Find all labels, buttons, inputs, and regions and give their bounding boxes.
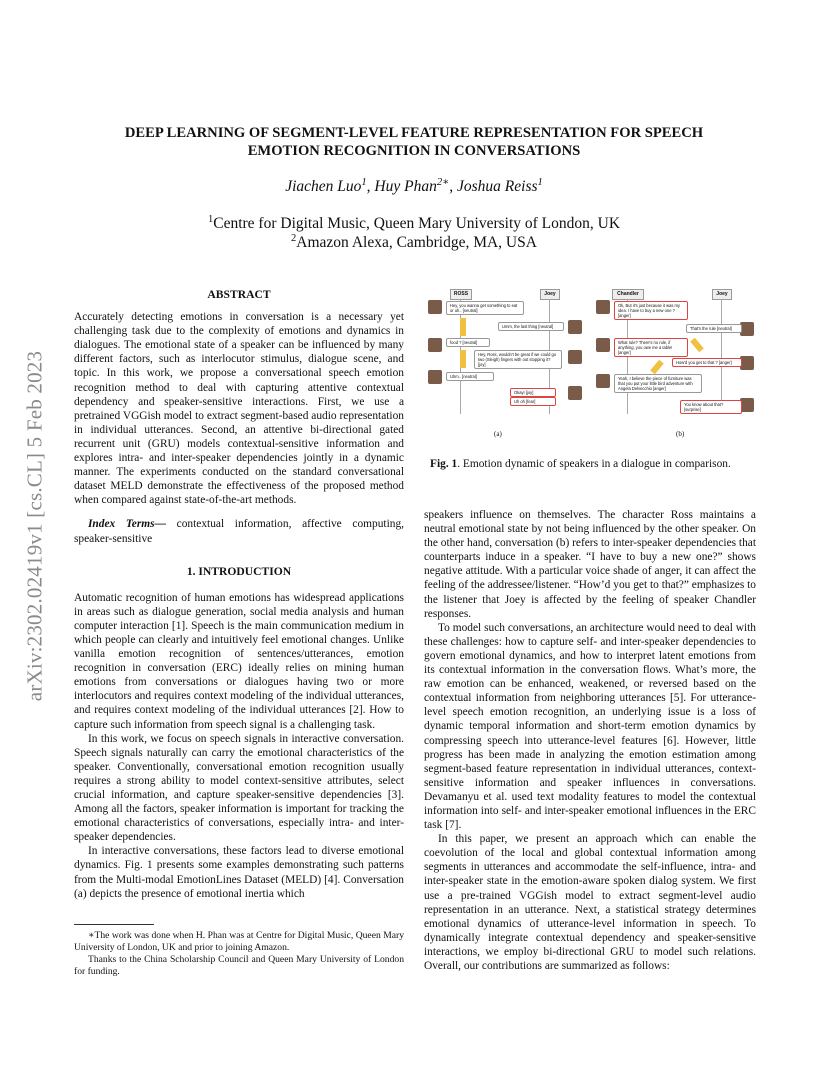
panel-a-bubble: Uh oh [fear] (510, 397, 556, 406)
affiliation-2-text: Amazon Alexa, Cambridge, MA, USA (296, 234, 537, 251)
index-terms-label: Index Terms— (88, 518, 166, 531)
paper-title (80, 124, 748, 160)
intro-paragraph-1: Automatic recognition of human emotions has widespread applications in areas such as dialogue generation, social media analysis and human computer interaction [1]. Speech is the main communication medium in which people can clearly and intuitively feel emotional changes. Unlike vanilla emotion recognition of sentences/utterances, emotion recognition in conversation (ERC) ideally relies on mining human emotions from conversations or dialogues having two or more interlocutors and requires context modeling of the individual utterances, and requires context modeling of the individual utterances [2]. How to capture such information from speech signal is a challenging task. (74, 591, 404, 731)
footnote-rule (74, 924, 154, 925)
avatar (428, 338, 442, 352)
intro-paragraph-3: In interactive conversations, these factors lead to diverse emotional dynamics. Fig. 1 presents some examples demonstrating such patterns from the Multi-modal EmotionLines Dataset (MELD) [4]. Conversation (a) depicts the presence of emotional inertia which (74, 845, 404, 900)
affiliation-1-sup: 1 (207, 213, 214, 225)
title-line-2: EMOTION RECOGNITION IN CONVERSATIONS (247, 143, 581, 159)
avatar (568, 320, 582, 334)
figure-caption-label: Fig. 1 (430, 458, 458, 470)
avatar (568, 386, 582, 400)
panel-a-bubble: Uhm.. [neutral] (446, 372, 494, 381)
affiliation-1 (80, 215, 748, 233)
arxiv-stamp (22, 296, 48, 756)
footnote-2: Thanks to the China Scholarship Council and Queen Mary University of London for funding. (74, 954, 404, 977)
abstract-heading: ABSTRACT (207, 288, 271, 301)
author-list: Jiachen Luo$^1$, Huy Phan$^{2∗}$, Joshua Reiss$^1$ (285, 176, 543, 195)
right-paragraph-3: In this paper, we present an approach which can enable the coevolution of the local and global contextual information among segments in utterances and accommodate the self-influence, intra- and inter-speaker state in the emotion-aware spoken dialog system. We first use a pre-trained VGGish model to extract segment-level audio representation in an utterance. Next, a statistical strategy determines emotional dynamics of utterance-level information in speech. To dynamically integrate contextual dependency and speaker-sensitive interactions, we employ bi-directional GRU to model such relations. Overall, our contributions are summarized as follows: (424, 833, 756, 972)
avatar (596, 300, 610, 314)
figure-1 (424, 286, 758, 441)
panel-a-bubble: Okay! [joy] (510, 388, 556, 397)
panel-a-bubble: food ? [neutral] (446, 338, 490, 347)
panel-b-bubble: Yeah, I believe the piece of furniture was that you put your little bird adventure with Angela Delvecchio [anger] (614, 374, 702, 393)
panel-b-bubble: What rule? There's no rule, if anything, you owe me a table! [anger] (614, 338, 688, 357)
avatar (568, 350, 582, 364)
panel-b-bubble: That's the rule [neutral] (686, 324, 742, 333)
panel-b-speaker-left: Chandler (612, 289, 644, 300)
arrow-icon (690, 338, 704, 353)
affiliation-2-sup: 2 (291, 232, 297, 244)
arrow-icon (460, 350, 466, 368)
panel-b-label: (b) (676, 430, 685, 438)
figure-panel-a (424, 286, 584, 438)
avatar (596, 338, 610, 352)
abstract-text: Accurately detecting emotions in conversation is a necessary yet challenging task due to the complexity of emotions and dynamics in dialogues. The emotional state of a speaker can be influenced by many different factors, such as interlocutor stimulus, dialogue scene, and topic. In this work, we propose a conversational speech emotion recognition method to deal with capturing attentive contextual dependency and speaker-sensitive interactions. First, we use a pretrained VGGish model to extract segment-based audio representation in individual utterances. Second, an attentive bi-directional gated recurrent unit (GRU) models contextual-sensitive information and explores intra- and inter-speaker dependencies jointly in a dynamic manner. The experiments conducted on the standard conversational dataset MELD demonstrate the effectiveness of the proposed method when compared against state-of-the-art methods. (74, 311, 404, 507)
author-3: Joshua Reiss (457, 178, 538, 195)
panel-a-speaker-left: ROSS (450, 289, 472, 300)
arrow-icon (460, 318, 466, 336)
panel-a-bubble: Hey, Ross, wouldn't be great if we could go two (Sleigh) fingers with out stopping it? [joy] (474, 350, 562, 369)
index-terms-text: contextual information, affective computing, speaker-sensitive (74, 518, 404, 545)
panel-a-bubble: Umm, the last thing [neutral] (498, 322, 564, 331)
avatar (428, 370, 442, 384)
avatar (740, 322, 754, 336)
affiliation-1-text: Centre for Digital Music, Queen Mary University of London, UK (213, 215, 621, 232)
title-line-1: DEEP LEARNING OF SEGMENT-LEVEL FEATURE REPRESENTATION FOR SPEECH (124, 125, 704, 141)
figure-caption (430, 458, 731, 470)
footnotes (74, 930, 404, 978)
figure-caption-text: . Emotion dynamic of speakers in a dialogue in comparison. (457, 458, 731, 470)
left-column (74, 288, 404, 901)
figure-panel-b (594, 286, 754, 438)
author-1: Jiachen Luo (285, 178, 362, 195)
panel-a-bubble: Hey, you wanna get something to eat or uh.. [neutral] (446, 301, 524, 315)
avatar (740, 398, 754, 412)
panel-b-speaker-right: Joey (712, 289, 732, 300)
index-terms (74, 517, 404, 545)
avatar (740, 356, 754, 370)
intro-paragraph-2: In this work, we focus on speech signals in interactive conversation. Speech signals naturally can carry the emotional characteristics of the speaker. Conventionally, conversational emotion recognition usually requires a strong ability to model context-sensitive attributes, select crucial information, and capture speaker-sensitive dependencies [3]. Among all the factors, speaker information is important for tracking the emotional characteristics of conversations, especially intra- and inter-speaker dependencies. (74, 732, 404, 844)
right-paragraph-2: To model such conversations, an architecture would need to deal with these challenges: how to capture self- and inter-speaker dependencies to govern emotional dynamics, and how to interpret latent emotions from its contextual information in the conversation flows. What’s more, the raw emotion can be enhanced, weakened, or reversed based on the contextual information from neighboring utterances [5]. For utterance-level speech emotion recognition, an underlying issue is a loss of dynamic temporal information and short-term emotion dynamics by compressing speech into utterance-level features [6]. However, little progress has been made in analyzing the emotion estimation among segment-based feature representation in individual utterances, context-sensitive information and speaker influences in conversations. Devamanyu et al. used text modality features to model the contextual information into self- and inter-speaker emotional influences in the ERC task [7]. (424, 621, 756, 832)
panel-a-label: (a) (494, 430, 502, 438)
avatar (596, 374, 610, 388)
author-1-sup: 1 (361, 176, 367, 188)
arrow-icon (650, 360, 664, 375)
author-2: Huy Phan (374, 178, 437, 195)
author-3-sup: 1 (537, 176, 543, 188)
panel-b-timeline-right (721, 299, 722, 414)
intro-heading: 1. INTRODUCTION (186, 564, 292, 578)
avatar (428, 300, 442, 314)
affiliation-2 (80, 234, 748, 252)
arxiv-id: arXiv:2302.02419v1 [cs.CL] 5 Feb 2023 (22, 350, 47, 702)
right-column (424, 508, 756, 973)
footnote-1: ∗The work was done when H. Phan was at Centre for Digital Music, Queen Mary University of London, UK and prior to joining Amazon. (74, 930, 404, 953)
panel-b-bubble: How'd you get to that ? [anger] (672, 358, 742, 367)
right-paragraph-1: speakers influence on themselves. The character Ross maintains a neutral emotional state by not being influenced by the other speaker. On the other hand, conversation (b) refers to inter-speaker dependencies that counterparts induce in a speaker. “I have to buy a new one?” shows negative attitude. With a particular voice shade of anger, it can affect the feeling of the addressee/listener. “How’d you get to that?” emphasizes to the listener that Joey is affected by the feeling of speaker Chandler responses. (424, 509, 756, 620)
panel-a-speaker-right: Joey (540, 289, 560, 300)
panel-b-bubble: Ok, But it's just because it was my idea. I have to buy a new one ? [anger] (614, 301, 688, 320)
author-2-sup: 2∗ (436, 176, 450, 188)
panel-b-bubble: You know about that? [surprise] (680, 400, 742, 414)
